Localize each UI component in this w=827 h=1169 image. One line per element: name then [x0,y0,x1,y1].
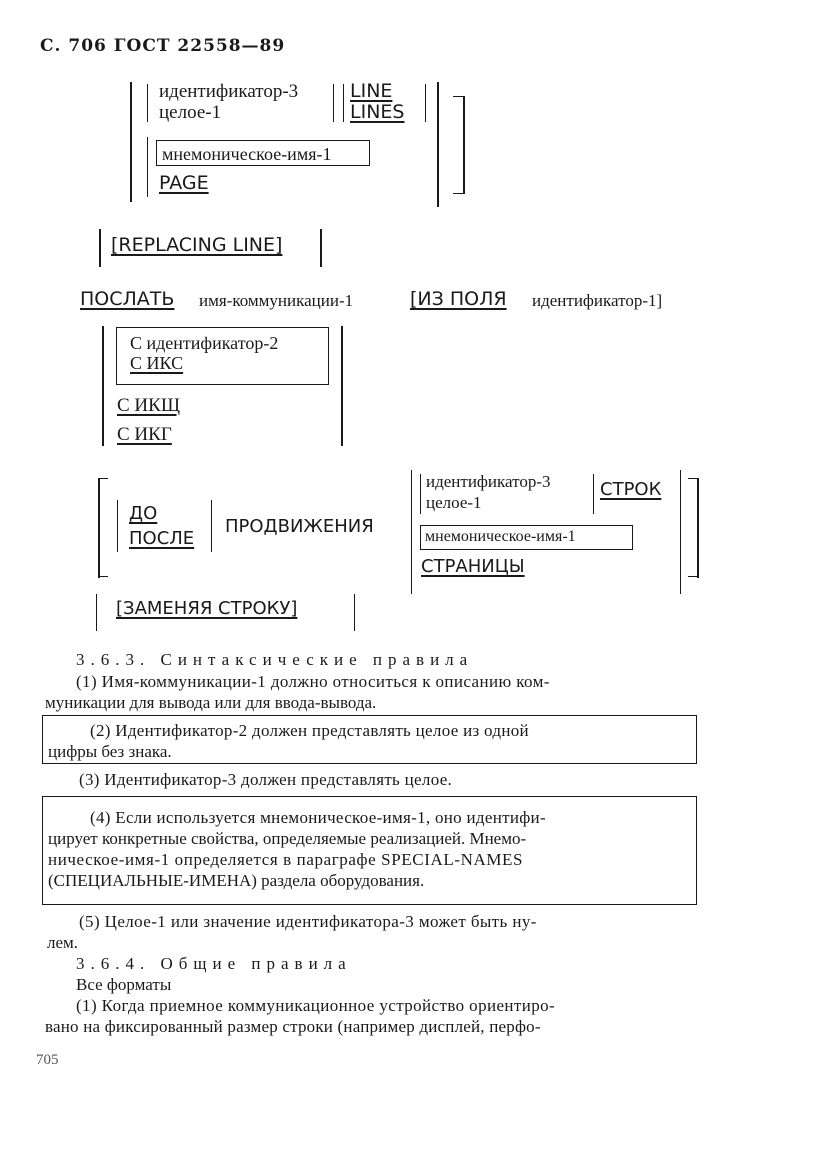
mnemonic-label: мнемоническое-имя-1 [162,144,332,164]
brace-right [437,82,439,207]
ident-int-brace-right [593,474,594,514]
ident3-label: идентификатор-3 [159,81,299,102]
rule-4-line-3: ническое-имя-1 определяется в параграфе SPECIAL-NAMES [48,850,524,869]
with-ikg-label: С ИКГ [117,424,172,445]
general-rule-1-line-1: (1) Когда приемное коммуникационное устройство ориентиро- [76,996,556,1015]
rule-4-line-1: (4) Если используется мнемоническое-имя-1, оно идентифи- [90,808,546,827]
syntax-heading: 3.6.3. Синтаксические правила [76,650,474,669]
rule-2-line-1: (2) Идентификатор-2 должен представлять целое из одной [90,721,529,740]
with-iks-label: С ИКС [130,353,184,373]
with-brace-right [341,326,343,446]
mnemonic-ru-label: мнемоническое-имя-1 [425,528,576,545]
with-ident2-label: С идентификатор-2 [130,333,279,353]
after-keyword: ПОСЛЕ [129,528,195,549]
rule-4-left-border [42,796,43,904]
brace-inner-2r [425,84,426,122]
rule-4-line-4: (СПЕЦИАЛЬНЫЕ-ИМЕНА) раздела оборудования. [48,871,425,890]
bracket-right-top [453,96,464,97]
replacing-bar-left [99,229,101,267]
bracket-right [463,96,465,194]
rule-4-right-border [696,796,697,904]
advancing-bracket-left-top [98,478,108,479]
page-number: 705 [36,1052,59,1068]
before-keyword: ДО [129,503,158,524]
page-header: С. 706 ГОСТ 22558—89 [40,36,286,56]
all-formats: Все форматы [76,975,172,994]
replacing-ru-keyword: [ЗАМЕНЯЯ СТРОКУ] [116,598,298,619]
rule-1-line-1: (1) Имя-коммуникации-1 должно относиться к описанию ком- [76,672,550,691]
replacing-keyword: [REPLACING LINE] [111,234,283,256]
rule-2-left-border [42,715,43,763]
brace-left [130,82,132,202]
lines-brace-left [411,470,412,594]
line-keyword: LINE [350,80,393,102]
rule-2-bottom-border [42,763,697,764]
rule-2-line-2: цифры без знака. [48,742,172,761]
int1-label: целое-1 [159,102,222,123]
int1-ru-label: целое-1 [426,493,482,512]
replacing-bar-right [320,229,322,267]
advancing-bracket-left [98,478,100,578]
comm-name-label: имя-коммуникации-1 [199,291,354,310]
brace-inner-3 [147,137,148,197]
ident1-label: идентификатор-1] [532,291,663,310]
from-field-keyword: [ИЗ ПОЛЯ [410,288,507,310]
brace-inner-1r [333,84,334,122]
brace-inner-2 [343,84,344,122]
general-rule-1-line-2: вано на фиксированный размер строки (например дисплей, перфо- [45,1017,541,1036]
rule-1-line-2: муникации для вывода или для ввода-вывода. [45,693,377,712]
pages-keyword: СТРАНИЦЫ [421,556,525,577]
rule-4-top-border [42,796,697,797]
page-keyword: PAGE [159,172,209,194]
advancing-bracket-right-bottom [688,576,698,577]
with-ikshch-label: С ИКЩ [117,395,180,416]
brace-inner-1 [147,84,148,122]
before-after-brace-right [211,500,212,552]
before-after-brace-left [117,500,118,552]
advancing-bracket-right-top [688,478,698,479]
send-keyword: ПОСЛАТЬ [80,288,175,310]
rule-5-line-2: лем. [47,933,79,952]
rule-4-line-2: цирует конкретные свойства, определяемые реализацией. Мнемо- [48,829,527,848]
advancing-keyword: ПРОДВИЖЕНИЯ [225,516,374,537]
lines-brace-right [680,470,681,594]
rule-2-top-border [42,715,697,716]
lines-ru-keyword: СТРОК [600,479,662,500]
rule-2-right-border [696,715,697,763]
ident-int-brace [420,474,421,514]
rule-3: (3) Идентификатор-3 должен представлять целое. [79,770,453,789]
general-heading: 3.6.4. Общие правила [76,954,352,973]
lines-keyword: LINES [350,101,405,123]
ident3-ru-label: идентификатор-3 [426,472,551,491]
rule-4-bottom-border [42,904,697,905]
rule-5-line-1: (5) Целое-1 или значение идентификатора-3 может быть ну- [79,912,537,931]
with-brace-left [102,326,104,446]
advancing-bracket-left-bottom [98,576,108,577]
advancing-bracket-right [697,478,699,578]
bracket-right-bottom [453,193,464,194]
